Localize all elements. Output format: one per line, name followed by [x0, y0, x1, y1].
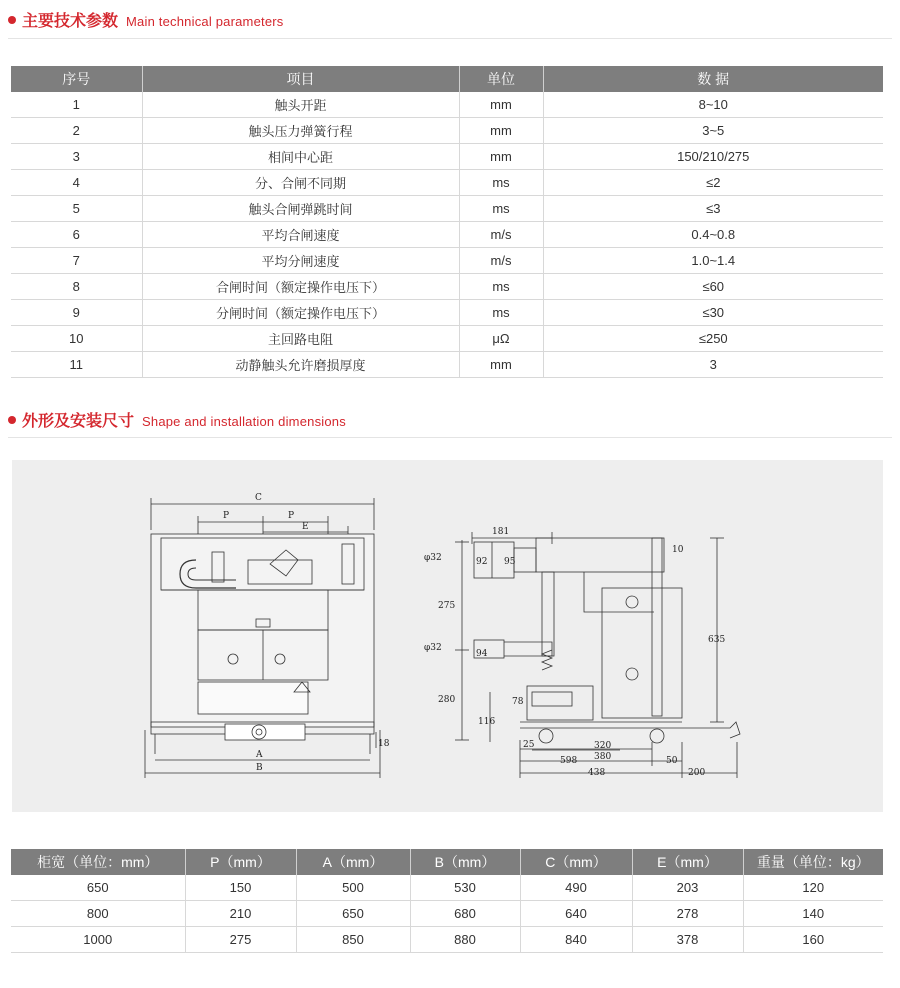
col-header-unit: 单位 — [459, 66, 543, 92]
cell: 650 — [296, 901, 410, 927]
cell: ≤3 — [543, 196, 883, 222]
dim-label-200: 200 — [688, 768, 706, 778]
cell: 640 — [520, 901, 632, 927]
cell: ms — [459, 300, 543, 326]
cell: 平均分闸速度 — [142, 248, 459, 274]
table-row — [11, 118, 883, 144]
cell: 5 — [11, 196, 142, 222]
col-header-a: A（mm） — [296, 849, 410, 875]
cell: 6 — [11, 222, 142, 248]
cell: 1000 — [11, 927, 185, 953]
dim-label-598: 598 — [560, 756, 578, 766]
cell: m/s — [459, 248, 543, 274]
table-header-row — [11, 66, 883, 92]
table-row — [11, 144, 883, 170]
cell: 触头合闸弹跳时间 — [142, 196, 459, 222]
dim-label-181: 181 — [492, 527, 510, 537]
section-divider — [8, 437, 892, 438]
cell: mm — [459, 144, 543, 170]
section-title-cn: 主要技术参数 — [22, 13, 119, 30]
cell: 合闸时间（额定操作电压下） — [142, 274, 459, 300]
cell: 150 — [185, 875, 296, 901]
cell: 880 — [410, 927, 520, 953]
dimension-drawing — [12, 460, 883, 812]
cell: 140 — [743, 901, 883, 927]
cell: 278 — [632, 901, 743, 927]
col-header-item: 项目 — [142, 66, 459, 92]
dim-label-280: 280 — [438, 695, 456, 705]
cell: 11 — [11, 352, 142, 378]
cell: ≤2 — [543, 170, 883, 196]
col-header-p: P（mm） — [185, 849, 296, 875]
cell: 相间中心距 — [142, 144, 459, 170]
table-row — [11, 326, 883, 352]
dimension-drawing-panel — [12, 460, 883, 812]
cell: 分、合闸不同期 — [142, 170, 459, 196]
table-row — [11, 875, 883, 901]
cell: 3 — [11, 144, 142, 170]
cell: mm — [459, 92, 543, 118]
col-header-c: C（mm） — [520, 849, 632, 875]
cell: 主回路电阻 — [142, 326, 459, 352]
dim-label-phi: φ32 — [424, 643, 442, 653]
cell: 210 — [185, 901, 296, 927]
cell: ≤60 — [543, 274, 883, 300]
col-header-b: B（mm） — [410, 849, 520, 875]
cell: 8 — [11, 274, 142, 300]
cell: 1 — [11, 92, 142, 118]
cell: 4 — [11, 170, 142, 196]
cell: 9 — [11, 300, 142, 326]
cell: 触头压力弹簧行程 — [142, 118, 459, 144]
dim-label-116: 116 — [478, 717, 496, 727]
cell: 840 — [520, 927, 632, 953]
bullet-icon — [8, 16, 16, 24]
dim-label-25: 25 — [523, 740, 535, 750]
bullet-icon — [8, 416, 16, 424]
col-header-cabinet-width: 柜宽（单位：mm） — [11, 849, 185, 875]
section-divider — [8, 38, 892, 39]
table-header-row — [11, 849, 883, 875]
cell: 378 — [632, 927, 743, 953]
table-row — [11, 901, 883, 927]
dim-label-18: 18 — [378, 739, 390, 749]
cell: 650 — [11, 875, 185, 901]
cell: 2 — [11, 118, 142, 144]
cell: 触头开距 — [142, 92, 459, 118]
table-row — [11, 222, 883, 248]
dim-label-380: 380 — [594, 752, 612, 762]
dim-label-10: 10 — [672, 545, 684, 555]
cell: 3~5 — [543, 118, 883, 144]
cell: 275 — [185, 927, 296, 953]
table-row — [11, 300, 883, 326]
section-title-en: Main technical parameters — [126, 14, 284, 29]
cell: 160 — [743, 927, 883, 953]
dim-label-95: 95 — [504, 557, 516, 567]
cell: 8~10 — [543, 92, 883, 118]
dim-label-320: 320 — [594, 741, 612, 751]
cell: 3 — [543, 352, 883, 378]
dim-label-b: B — [256, 763, 263, 773]
cell: 203 — [632, 875, 743, 901]
dim-label-p: P — [223, 511, 230, 521]
col-header-index: 序号 — [11, 66, 142, 92]
table-row — [11, 927, 883, 953]
cell: mm — [459, 118, 543, 144]
dim-label-94: 94 — [476, 649, 488, 659]
table-row — [11, 92, 883, 118]
cell: ≤250 — [543, 326, 883, 352]
table-row — [11, 352, 883, 378]
cell: 平均合闸速度 — [142, 222, 459, 248]
cell: ms — [459, 196, 543, 222]
section-header-main-params — [8, 8, 283, 31]
col-header-weight: 重量（单位：kg） — [743, 849, 883, 875]
cell: 530 — [410, 875, 520, 901]
dim-label-78: 78 — [512, 697, 524, 707]
cell: 7 — [11, 248, 142, 274]
params-table — [11, 66, 883, 378]
cell: 动静触头允许磨损厚度 — [142, 352, 459, 378]
dim-label-438: 438 — [588, 768, 606, 778]
cell: μΩ — [459, 326, 543, 352]
section-title-cn: 外形及安装尺寸 — [22, 413, 135, 430]
dim-label-p: P — [288, 511, 295, 521]
cell: 10 — [11, 326, 142, 352]
dim-label-phi: φ32 — [424, 553, 442, 563]
cell: 150/210/275 — [543, 144, 883, 170]
dim-label-635: 635 — [708, 635, 726, 645]
dim-label-c: C — [255, 493, 262, 503]
table-row — [11, 248, 883, 274]
dim-label-92: 92 — [476, 557, 488, 567]
cell: 0.4~0.8 — [543, 222, 883, 248]
cell: 680 — [410, 901, 520, 927]
dim-label-50: 50 — [666, 756, 678, 766]
col-header-e: E（mm） — [632, 849, 743, 875]
cell: 1.0~1.4 — [543, 248, 883, 274]
cell: 分闸时间（额定操作电压下） — [142, 300, 459, 326]
dim-label-275: 275 — [438, 601, 456, 611]
front-view-drawing — [145, 498, 380, 778]
section-header-dimensions — [8, 408, 346, 431]
section-title-en: Shape and installation dimensions — [142, 414, 346, 429]
col-header-value: 数 据 — [543, 66, 883, 92]
cell: 500 — [296, 875, 410, 901]
cell: ≤30 — [543, 300, 883, 326]
cell: 800 — [11, 901, 185, 927]
cell: ms — [459, 274, 543, 300]
cell: 850 — [296, 927, 410, 953]
dimensions-table — [11, 849, 883, 953]
table-row — [11, 170, 883, 196]
cell: m/s — [459, 222, 543, 248]
dim-label-a: A — [256, 750, 263, 760]
table-row — [11, 274, 883, 300]
dim-label-e: E — [302, 522, 309, 532]
side-view-labels — [424, 527, 725, 778]
cell: 490 — [520, 875, 632, 901]
table-row — [11, 196, 883, 222]
cell: mm — [459, 352, 543, 378]
cell: ms — [459, 170, 543, 196]
cell: 120 — [743, 875, 883, 901]
